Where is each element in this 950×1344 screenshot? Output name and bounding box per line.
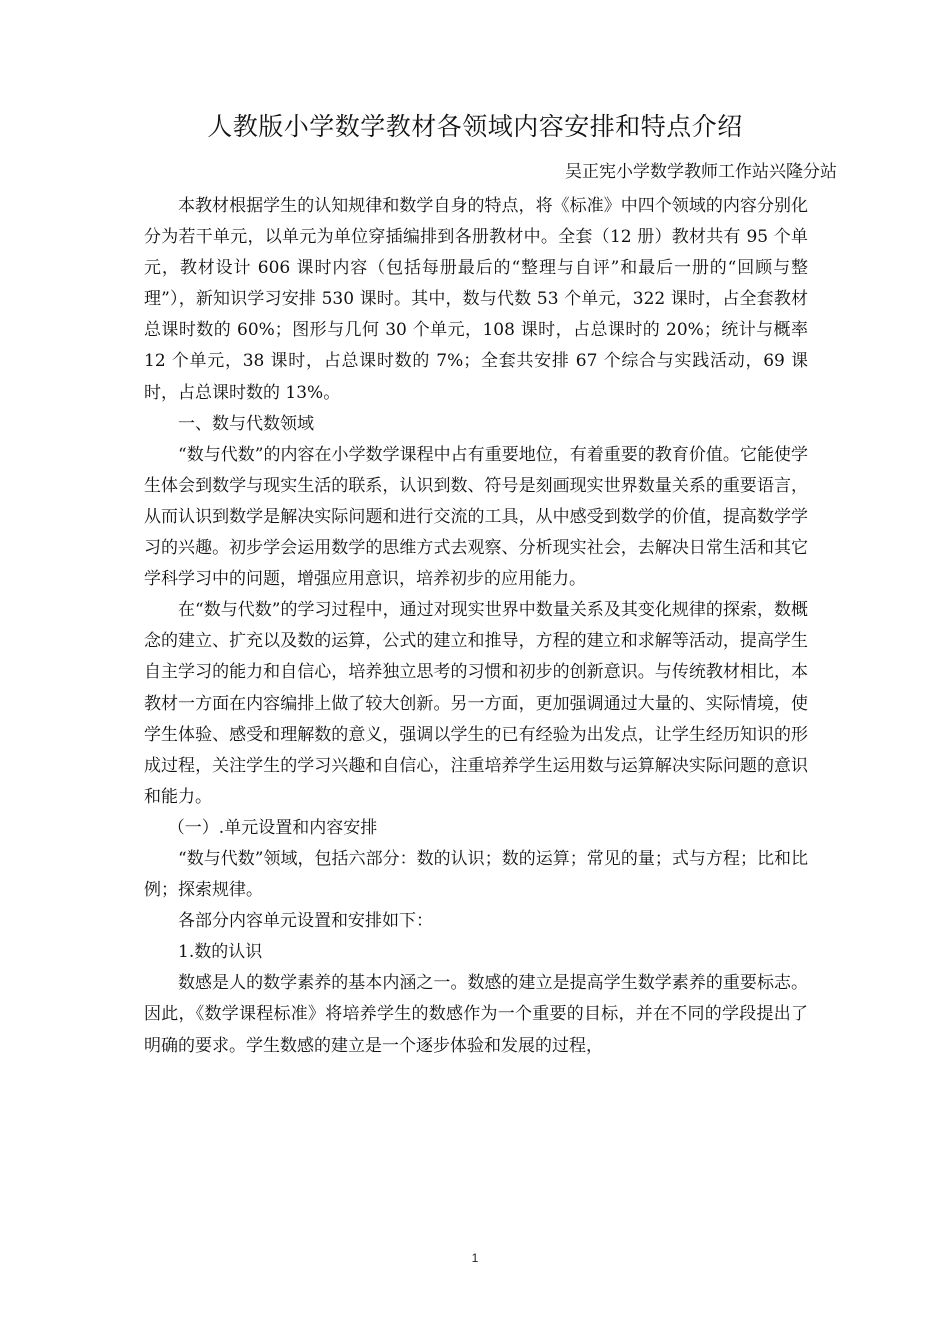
document-author: 吴正宪小学数学教师工作站兴隆分站 [565,162,837,182]
paragraph-number-sense: 数感是人的数学素养的基本内涵之一。数感的建立是提高学生数学素养的重要标志。因此，《数学课程标准》将培养学生的数感作为一个重要的目标，并在不同的学段提出了明确的要求。学生数感的建立是一个逐步体验和发展的过程， [144,973,808,1056]
document-body [144,191,808,1062]
paragraph-six-parts: “数与代数”领域，包括六部分：数的认识；数的运算；常见的量；式与方程；比和比例；探索规律。 [144,848,808,901]
paragraph-importance: “数与代数”的内容在小学数学课程中占有重要地位，有着重要的教育价值。它能使学生体会到数学与现实生活的联系，认识到数、符号是刻画现实世界数量关系的重要语言，从而认识到数学是解决实际问题和进行交流的工具，从中感受到数学的价值，提高数学学习的兴趣。初步学会运用数学的思维方式去观察、分析现实社会，去解决日常生活和其它学科学习中的问题，增强应用意识，培养初步的应用能力。 [144,444,808,590]
page-number: 1 [471,1251,479,1265]
subheading-number-recognition: 1.数的认识 [178,942,263,963]
paragraph-arrangement-intro: 各部分内容单元设置和安排如下： [178,911,433,932]
subsection-heading-units: （一）.单元设置和内容安排 [167,817,378,838]
paragraph-overview: 本教材根据学生的认知规律和数学自身的特点，将《标准》中四个领域的内容分别化分为若干单元，以单元为单位穿插编排到各册教材中。全套（12 册）教材共有 95 个单元，教材设计 606 课时内容（包括每册最后的“整理与自评”和最后一册的“回顾与整理”），新知识学习安排 530 课时。其中，数与代数 53 个单元，322 课时，占全套教材总课时数的 60%；图形与几何 30 个单元，108 课时，占总课时的 20%；统计与概率 12 个单元，38 课时，占总课时数的 7%；全套共安排 67 个综合与实践活动，69 课时，占总课时数的 13%。 [144,196,808,403]
document-title: 人教版小学数学教材各领域内容安排和特点介绍 [207,112,743,141]
paragraph-learning-process: 在“数与代数”的学习过程中，通过对现实世界中数量关系及其变化规律的探索，数概念的建立、扩充以及数的运算，公式的建立和推导，方程的建立和求解等活动，提高学生自主学习的能力和自信心，培养独立思考的习惯和初步的创新意识。与传统教材相比，本教材一方面在内容编排上做了较大创新。另一方面，更加强调通过大量的、实际情境，使学生体验、感受和理解数的意义，强调以学生的已有经验为出发点，让学生经历知识的形成过程，关注学生的学习兴趣和自信心，注重培养学生运用数与运算解决实际问题的意识和能力。 [144,600,808,807]
section-heading-number-algebra: 一、数与代数领域 [178,413,314,434]
